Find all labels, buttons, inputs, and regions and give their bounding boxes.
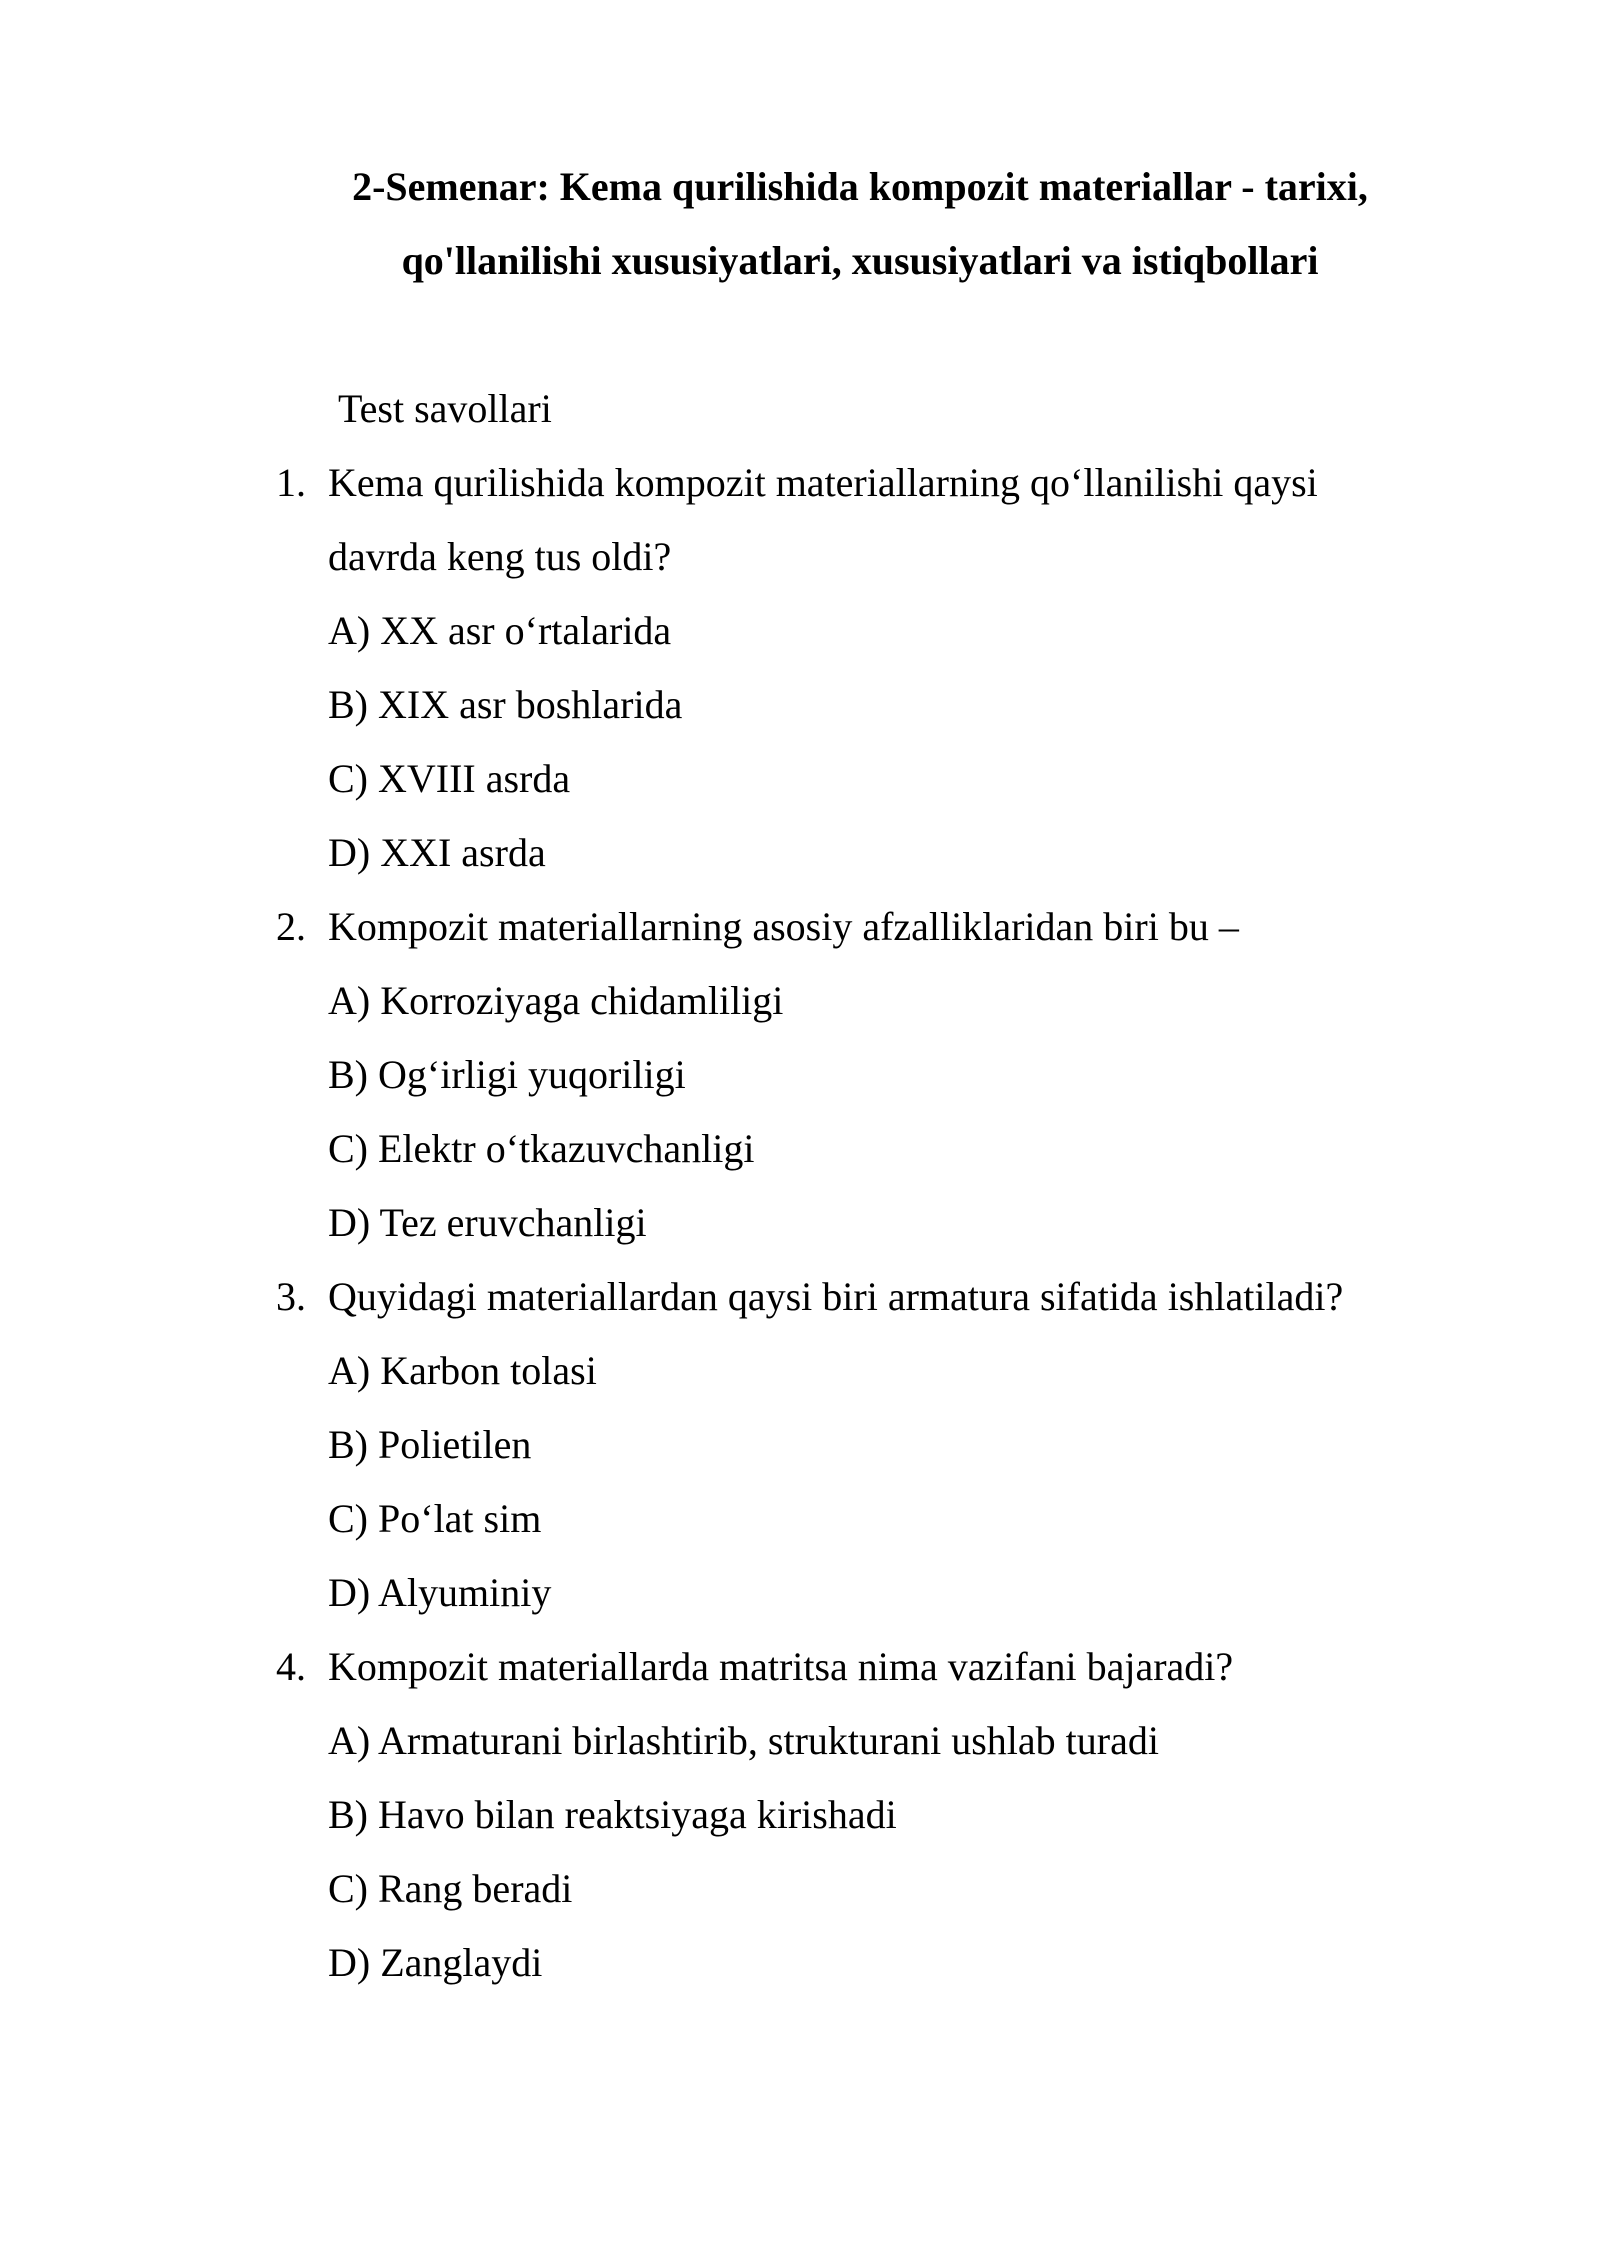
question-1-option-d: D) XXI asrda [328, 830, 546, 875]
question-3-text: Quyidagi materiallardan qaysi biri armatura sifatida ishlatiladi? [328, 1274, 1344, 1319]
question-4-option-a: A) Armaturani birlashtirib, strukturani ushlab turadi [328, 1718, 1159, 1763]
question-4-option-b: B) Havo bilan reaktsiyaga kirishadi [328, 1792, 897, 1837]
question-3-option-c: C) Po‘lat sim [328, 1496, 542, 1541]
question-2-number: 2. [276, 904, 306, 949]
question-2-text: Kompozit materiallarning asosiy afzalliklaridan biri bu – [328, 904, 1239, 949]
question-4-option-d: D) Zanglaydi [328, 1940, 543, 1985]
question-list [276, 446, 1536, 2000]
question-3-option-d: D) Alyuminiy [328, 1570, 552, 1615]
question-3-option-b: B) Polietilen [328, 1422, 532, 1467]
question-3 [276, 1260, 1536, 1630]
question-2-option-d: D) Tez eruvchanligi [328, 1200, 647, 1245]
question-2 [276, 890, 1536, 1260]
title-line-1: 2-Semenar: Kema qurilishida kompozit materiallar - tarixi, [352, 164, 1368, 209]
section-heading: Test savollari [338, 386, 552, 431]
question-2-line-1 [276, 890, 1536, 964]
question-4-option-c: C) Rang beradi [328, 1866, 573, 1911]
question-3-line-1 [276, 1260, 1536, 1334]
question-1-number: 1. [276, 460, 306, 505]
question-1-option-c: C) XVIII asrda [328, 756, 571, 801]
question-4-text: Kompozit materiallarda matritsa nima vazifani bajaradi? [328, 1644, 1234, 1689]
question-1-text-continued: davrda keng tus oldi? [328, 534, 672, 579]
question-4 [276, 1630, 1536, 2000]
question-1 [276, 446, 1536, 890]
question-1-line-2 [276, 520, 1536, 594]
question-1-text: Kema qurilishida kompozit materiallarning qo‘llanilishi qaysi [328, 460, 1318, 505]
question-2-option-c: C) Elektr o‘tkazuvchanligi [328, 1126, 755, 1171]
question-3-option-a: A) Karbon tolasi [328, 1348, 597, 1393]
question-4-line-1 [276, 1630, 1536, 1704]
question-2-option-a: A) Korroziyaga chidamliligi [328, 978, 784, 1023]
question-4-number: 4. [276, 1644, 306, 1689]
title-line-2: qo'llanilishi xususiyatlari, xususiyatlari va istiqbollari [401, 238, 1319, 283]
question-2-option-b: B) Og‘irligi yuqoriligi [328, 1052, 686, 1097]
question-1-option-b: B) XIX asr boshlarida [328, 682, 683, 727]
question-1-option-a: A) XX asr o‘rtalarida [328, 608, 672, 653]
document-title [240, 150, 1480, 298]
question-3-number: 3. [276, 1274, 306, 1319]
question-1-line-1 [276, 446, 1536, 520]
